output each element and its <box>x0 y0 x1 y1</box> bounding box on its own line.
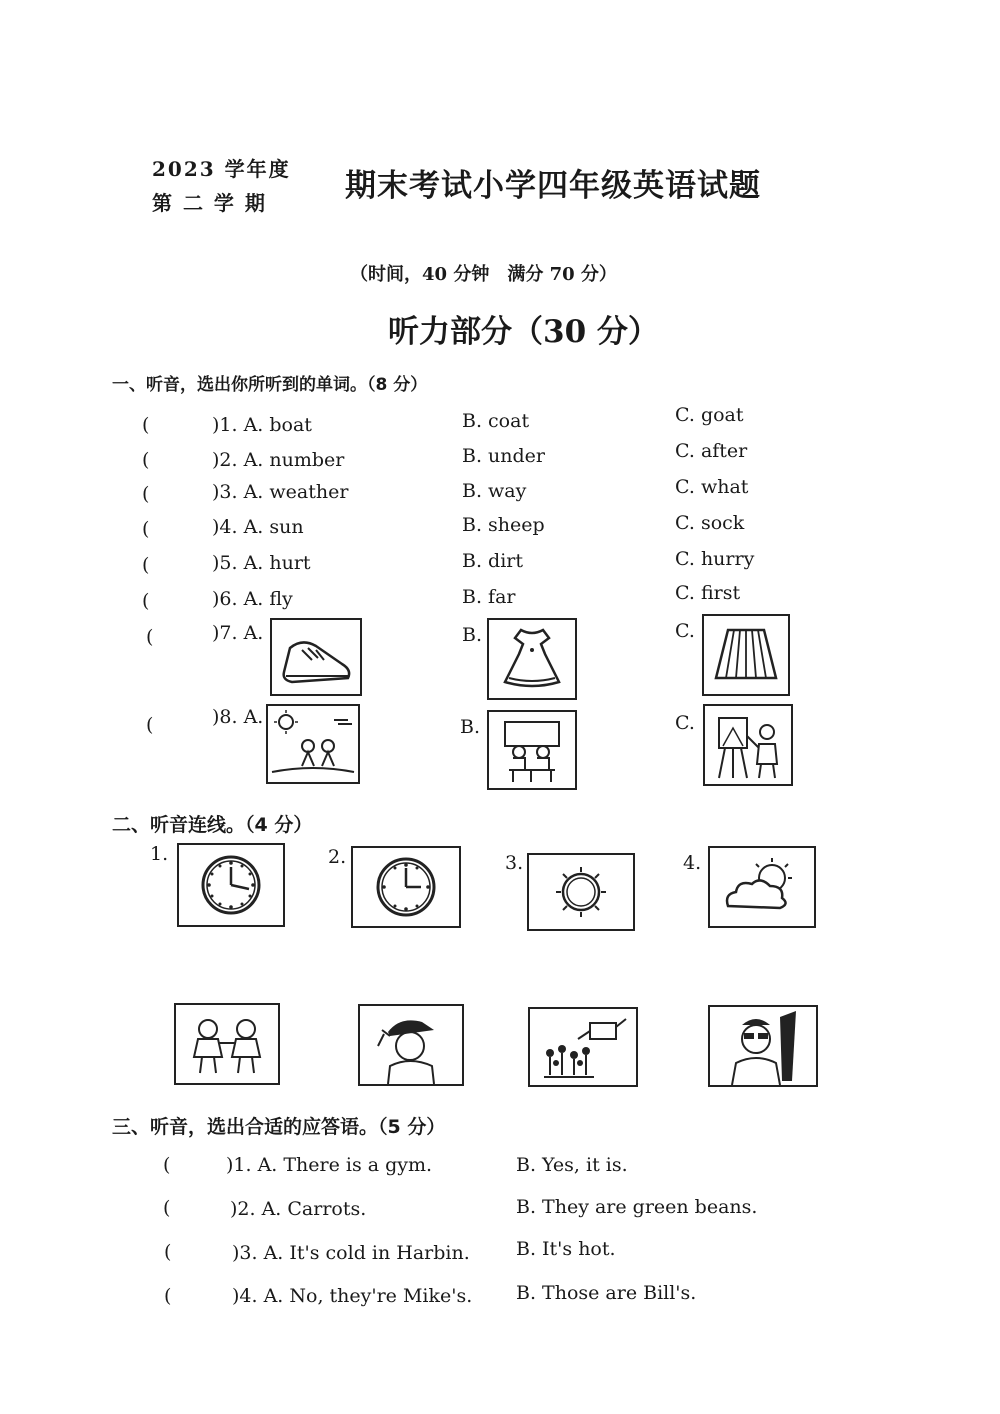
outdoor-scene-icon <box>266 704 360 784</box>
p3-q3-option-b: B. It's hot. <box>516 1238 616 1260</box>
answer-paren: ( <box>142 518 150 540</box>
answer-paren: ( <box>146 714 154 736</box>
semester-line: 第 二 学 期 <box>152 191 267 215</box>
dress-icon <box>487 618 577 700</box>
watering-flowers-icon <box>528 1007 638 1087</box>
skirt-icon <box>702 614 790 696</box>
answer-paren: ( <box>142 590 150 612</box>
p3-q2-option-a: )2. A. Carrots. <box>230 1198 367 1220</box>
answer-paren: ( <box>164 1241 172 1263</box>
answer-paren: ( <box>164 1285 172 1307</box>
dancing-kids-icon <box>174 1003 280 1085</box>
clock-icon <box>351 846 461 928</box>
p3-q1-option-b: B. Yes, it is. <box>516 1154 628 1176</box>
sun-icon <box>527 853 635 931</box>
match-label-1: 1. <box>150 843 169 865</box>
listening-section-title: 听力部分（30 分） <box>388 314 659 350</box>
q1-option-a: )1. A. boat <box>212 414 312 436</box>
q3-option-a: )3. A. weather <box>212 481 349 503</box>
q2-option-a: )2. A. number <box>212 449 345 471</box>
sneaker-icon <box>270 618 362 696</box>
p3-q1-option-a: )1. A. There is a gym. <box>226 1154 433 1176</box>
answer-paren: ( <box>142 449 150 471</box>
part3-heading: 三、听音，选出合适的应答语。（5 分） <box>112 1116 446 1138</box>
answer-paren: ( <box>163 1154 171 1176</box>
q7-option-c-label: C. <box>675 620 695 642</box>
answer-paren: ( <box>142 554 150 576</box>
answer-paren: ( <box>146 626 154 648</box>
boy-hat-icon <box>358 1004 464 1086</box>
q8-option-b-label: B. <box>460 716 481 738</box>
q1-option-b: B. coat <box>462 410 530 432</box>
painting-scene-icon <box>703 704 793 786</box>
school-year-block <box>152 152 291 220</box>
q3-option-c: C. what <box>675 476 749 498</box>
q4-option-c: C. sock <box>675 512 745 534</box>
q6-option-b: B. far <box>462 586 516 608</box>
q1-option-c: C. goat <box>675 404 744 426</box>
classroom-scene-icon <box>487 710 577 790</box>
p3-q3-option-a: )3. A. It's cold in Harbin. <box>232 1242 470 1264</box>
q5-option-a: )5. A. hurt <box>212 552 311 574</box>
q7-option-a-label: )7. A. <box>212 622 264 644</box>
p3-q2-option-b: B. They are green beans. <box>516 1196 758 1218</box>
p3-q4-option-a: )4. A. No, they're Mike's. <box>232 1285 473 1307</box>
cloudy-icon <box>708 846 816 928</box>
part1-heading: 一、听音，选出你所听到的单词。（8 分） <box>112 375 428 395</box>
q8-option-a-label: )8. A. <box>212 706 264 728</box>
match-label-2: 2. <box>328 846 347 868</box>
match-label-4: 4. <box>683 852 702 874</box>
answer-paren: ( <box>163 1197 171 1219</box>
q4-option-a: )4. A. sun <box>212 516 304 538</box>
answer-paren: ( <box>142 483 150 505</box>
q6-option-a: )6. A. fly <box>212 588 293 610</box>
year-line: 2023 学年度 <box>152 157 291 181</box>
part2-heading: 二、听音连线。（4 分） <box>112 814 313 836</box>
time-info: （时间，40 分钟 满分 70 分） <box>350 264 617 285</box>
q4-option-b: B. sheep <box>462 514 545 536</box>
match-label-3: 3. <box>505 852 524 874</box>
q6-option-c: C. first <box>675 582 741 604</box>
boy-sunglasses-icon <box>708 1005 818 1087</box>
q3-option-b: B. way <box>462 480 527 502</box>
q2-option-c: C. after <box>675 440 748 462</box>
answer-paren: ( <box>142 414 150 436</box>
q7-option-b-label: B. <box>462 624 483 646</box>
exam-title: 期末考试小学四年级英语试题 <box>345 168 761 204</box>
q5-option-b: B. dirt <box>462 550 523 572</box>
q5-option-c: C. hurry <box>675 548 755 570</box>
p3-q4-option-b: B. Those are Bill's. <box>516 1282 697 1304</box>
clock-icon <box>177 843 285 927</box>
q2-option-b: B. under <box>462 445 546 467</box>
q8-option-c-label: C. <box>675 712 695 734</box>
